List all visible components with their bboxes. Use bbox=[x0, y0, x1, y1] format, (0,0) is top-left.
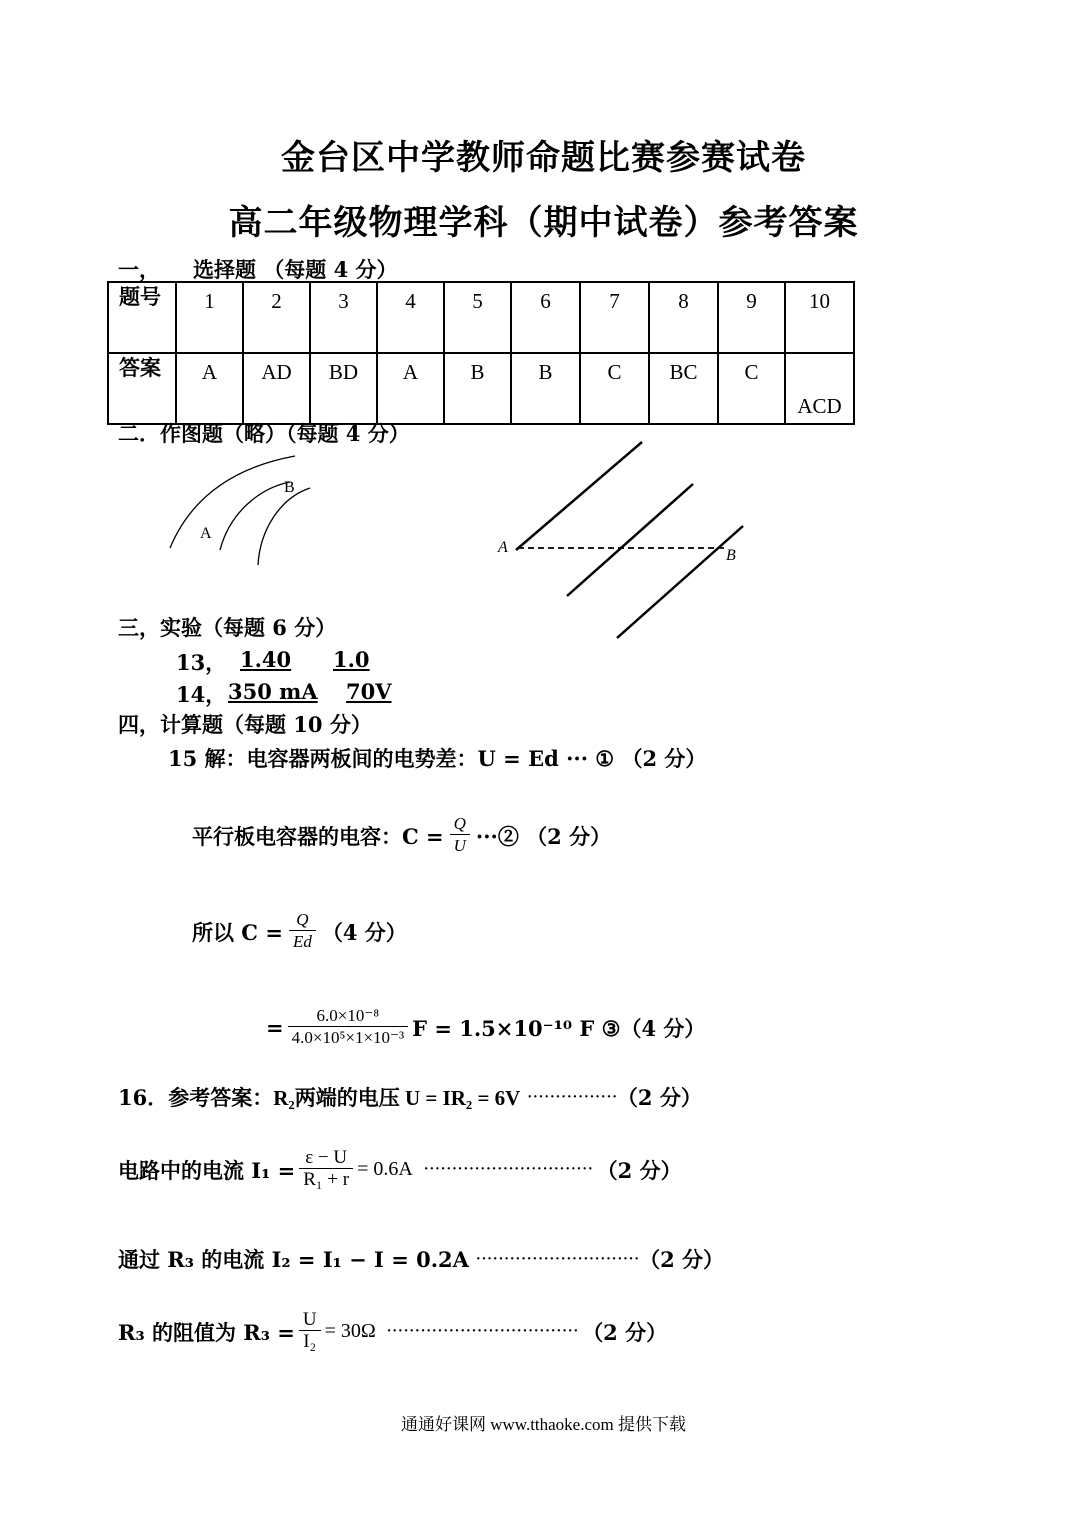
table-cell: 9 bbox=[718, 282, 785, 353]
table-cell: 10 bbox=[785, 282, 854, 353]
section-1-number: 一， bbox=[118, 257, 160, 282]
q15-line-4-result: F = 1.5×10⁻¹⁰ F ③（4 分） bbox=[412, 1015, 706, 1041]
fraction bbox=[299, 1148, 353, 1191]
q16-line-3 bbox=[118, 1244, 724, 1274]
fraction bbox=[450, 814, 470, 857]
equals-sign: = bbox=[266, 1015, 284, 1040]
table-row-questions bbox=[108, 282, 854, 353]
fraction bbox=[289, 910, 316, 953]
table-cell: 6 bbox=[511, 282, 580, 353]
field-line bbox=[258, 488, 310, 565]
q15-line-3-score: （4 分） bbox=[321, 919, 407, 945]
q13-answer-a: 1.40 bbox=[240, 647, 292, 672]
table-cell: AD bbox=[243, 353, 310, 424]
q14-number: 14， bbox=[176, 682, 227, 707]
row-header: 答案 bbox=[108, 353, 176, 424]
table-cell: 5 bbox=[444, 282, 511, 353]
table-cell: BD bbox=[310, 353, 377, 424]
numerator: U bbox=[299, 1310, 321, 1331]
denominator: 4.0×10⁵×1×10⁻³ bbox=[291, 1028, 405, 1047]
q15-line-3 bbox=[192, 910, 407, 953]
title-line-1: 金台区中学教师命题比赛参赛试卷 bbox=[281, 138, 806, 178]
leader-dots: ················ bbox=[526, 1085, 617, 1108]
field-line bbox=[170, 456, 295, 548]
q15-line-1: 15 解：电容器两板间的电势差：U = Ed ··· ① （2 分） bbox=[168, 746, 707, 771]
table-cell: 2 bbox=[243, 282, 310, 353]
table-cell: ACD bbox=[785, 353, 854, 424]
denominator: Ed bbox=[292, 932, 312, 951]
table-cell: 7 bbox=[580, 282, 649, 353]
table-row-answers bbox=[108, 353, 854, 424]
q15-line-3-text: 所以 C = bbox=[192, 919, 283, 945]
numerator: Q bbox=[289, 910, 316, 931]
q16-line-2 bbox=[118, 1148, 682, 1191]
q16-line-2-score: （2 分） bbox=[596, 1157, 682, 1183]
section-4-heading: 四，计算题（每题 10 分） bbox=[118, 712, 372, 737]
table-cell: A bbox=[377, 353, 444, 424]
equipotential-figure bbox=[490, 436, 760, 646]
q16-line-4-result: = 30Ω bbox=[324, 1320, 376, 1342]
q16-line-3-score: （2 分） bbox=[639, 1247, 725, 1272]
numerator: ε − U bbox=[299, 1148, 353, 1169]
section-1-heading: 选择题 （每题 4 分） bbox=[193, 257, 398, 282]
field-line bbox=[220, 482, 290, 550]
table-cell: C bbox=[718, 353, 785, 424]
fraction bbox=[288, 1006, 409, 1049]
numerator: 6.0×10⁻⁸ bbox=[288, 1006, 409, 1027]
q14-answer-b: 70V bbox=[346, 679, 392, 704]
table-cell: BC bbox=[649, 353, 718, 424]
q16-line-3-text: 通过 R₃ 的电流 I₂ = I₁ − I = 0.2A bbox=[118, 1247, 469, 1272]
leader-dots: ····························· bbox=[474, 1247, 640, 1270]
answer-table bbox=[107, 281, 855, 425]
table-cell: 8 bbox=[649, 282, 718, 353]
footer-text: 通通好课网 www.tthaoke.com 提供下载 bbox=[400, 1415, 687, 1434]
denominator: I₂ bbox=[303, 1331, 317, 1352]
table-cell: C bbox=[580, 353, 649, 424]
title-line-2: 高二年级物理学科（期中试卷）参考答案 bbox=[228, 203, 859, 243]
field-lines-figure bbox=[160, 450, 330, 580]
numerator: Q bbox=[450, 814, 470, 835]
q16-line-4 bbox=[118, 1310, 667, 1353]
leader-dots: ·································· bbox=[385, 1320, 579, 1342]
table-cell: 3 bbox=[310, 282, 377, 353]
row-header: 题号 bbox=[108, 282, 176, 353]
table-cell: B bbox=[444, 353, 511, 424]
q16-line-1 bbox=[118, 1082, 702, 1112]
table-cell: A bbox=[176, 353, 243, 424]
point-a-label: A bbox=[498, 539, 508, 556]
q15-line-2-score: ···② （2 分） bbox=[475, 823, 612, 849]
q16-line-4-text: R₃ 的阻值为 R₃ = bbox=[118, 1319, 295, 1345]
section-2-heading: 二．作图题（略）（每题 4 分） bbox=[118, 421, 410, 446]
q16-line-2-text: 电路中的电流 I₁ = bbox=[118, 1157, 296, 1183]
section-3-heading: 三，实验（每题 6 分） bbox=[118, 615, 337, 640]
q16-line-4-score: （2 分） bbox=[582, 1319, 668, 1345]
q14-answer-a: 350 mA bbox=[228, 679, 318, 704]
table-cell: 1 bbox=[176, 282, 243, 353]
q13-answer-b: 1.0 bbox=[333, 647, 370, 672]
equipotential-line bbox=[567, 484, 693, 596]
table-cell: B bbox=[511, 353, 580, 424]
q16-line-1-score: （2 分） bbox=[616, 1085, 702, 1110]
denominator: U bbox=[453, 836, 466, 855]
q15-line-4 bbox=[266, 1006, 705, 1049]
q13-number: 13， bbox=[176, 650, 227, 675]
denominator: R₁ + r bbox=[303, 1169, 350, 1190]
table-cell: 4 bbox=[377, 282, 444, 353]
label-a: A bbox=[200, 525, 212, 542]
fraction bbox=[299, 1310, 321, 1353]
equipotential-line bbox=[516, 442, 642, 550]
q15-line-2-text: 平行板电容器的电容：C = bbox=[192, 823, 444, 849]
q16-label: 16．参考答案： bbox=[118, 1085, 274, 1110]
q15-line-2 bbox=[192, 814, 611, 857]
equipotential-line bbox=[617, 526, 743, 638]
label-b: B bbox=[284, 479, 295, 496]
leader-dots: ······························ bbox=[422, 1158, 593, 1180]
q16-line-2-result: = 0.6A bbox=[357, 1158, 413, 1180]
point-b-label: B bbox=[726, 547, 736, 564]
q16-line-1-text: R₂两端的电压 U = IR₂ = 6V bbox=[273, 1086, 521, 1110]
